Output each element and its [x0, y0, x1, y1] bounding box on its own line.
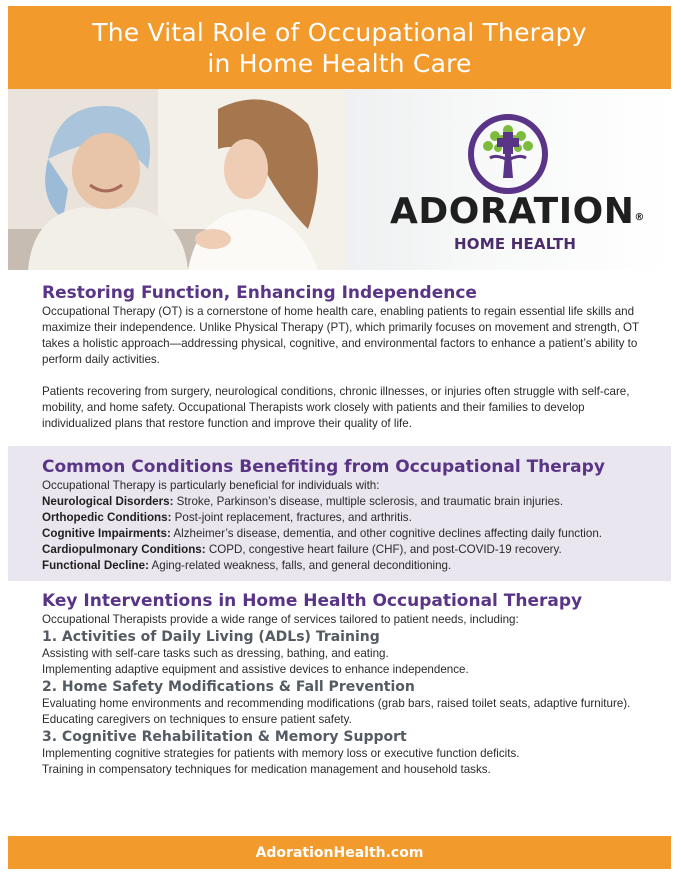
title-line-2: in Home Health Care	[207, 48, 472, 78]
brand-subtitle: HOME HEALTH	[454, 235, 577, 253]
section2-intro: Occupational Therapy is particularly beneficial for individuals with:	[42, 479, 380, 492]
section3-intro: Occupational Therapists provide a wide range of services tailored to patient needs, including:	[42, 613, 519, 626]
section-key-interventions	[8, 590, 671, 778]
section-restoring-function	[8, 282, 671, 432]
section2-heading: Common Conditions Benefiting from Occupational Therapy	[42, 457, 605, 477]
intervention-title: 1. Activities of Daily Living (ADLs) Training	[42, 629, 380, 645]
condition-text: Alzheimer’s disease, dementia, and other cognitive declines affecting daily function.	[170, 527, 603, 540]
condition-text: COPD, congestive heart failure (CHF), and post-COVID-19 recovery.	[205, 543, 562, 556]
condition-text: Stroke, Parkinson’s disease, multiple sclerosis, and traumatic brain injuries.	[173, 495, 564, 508]
condition-label: Cardiopulmonary Conditions:	[42, 543, 206, 556]
condition-label: Orthopedic Conditions:	[42, 511, 172, 524]
title-line-1: The Vital Role of Occupational Therapy	[92, 17, 587, 47]
section3-heading: Key Interventions in Home Health Occupational Therapy	[42, 591, 583, 611]
condition-label: Functional Decline:	[42, 559, 149, 572]
tree-logo-icon	[468, 114, 548, 194]
condition-label: Cognitive Impairments:	[42, 527, 171, 540]
intervention-line: Educating caregivers on techniques to ensure patient safety.	[42, 713, 352, 726]
section1-heading: Restoring Function, Enhancing Independence	[42, 283, 477, 303]
intervention-line: Implementing cognitive strategies for patients with memory loss or executive function deficits.	[42, 747, 520, 760]
condition-text: Post-joint replacement, fractures, and arthritis.	[171, 511, 412, 524]
footer-banner	[8, 836, 671, 869]
registered-mark: ®	[634, 212, 645, 223]
condition-item	[8, 510, 671, 526]
condition-item	[8, 558, 671, 574]
brand-name	[390, 191, 645, 232]
website-link[interactable]: AdorationHealth.com	[255, 844, 424, 861]
intervention-line: Training in compensatory techniques for medication management and household tasks.	[42, 763, 491, 776]
brand-wordmark: ADORATION	[390, 191, 635, 232]
intervention-title: 3. Cognitive Rehabilitation & Memory Support	[42, 729, 407, 745]
section-common-conditions	[8, 446, 671, 581]
logo-panel	[346, 89, 671, 270]
caregiver-patient-photo	[8, 89, 346, 270]
condition-item	[8, 542, 671, 558]
intervention-line: Evaluating home environments and recommending modifications (grab bars, raised toilet seats, adaptive furniture).	[42, 697, 631, 710]
intervention-title: 2. Home Safety Modifications & Fall Prevention	[42, 679, 415, 695]
section1-paragraph-2: Patients recovering from surgery, neurological conditions, chronic illnesses, or injuries often struggle with self-care, mobility, and home safety. Occupational Therapists work closely with patients and their families to develop individualized plans that restore function and improve their quality of life.	[42, 385, 630, 430]
section1-paragraph-1: Occupational Therapy (OT) is a cornerstone of home health care, enabling patients to regain essential life skills and maximize their independence. Unlike Physical Therapy (PT), which primarily focuses on movement and strength, OT takes a holistic approach—addressing physical, cognitive, and environmental factors to enhance a patient’s ability to perform daily activities.	[42, 305, 639, 366]
condition-item	[8, 494, 671, 510]
intervention-line: Assisting with self-care tasks such as dressing, bathing, and eating.	[42, 647, 389, 660]
photo-illustration	[8, 89, 346, 270]
title-banner	[8, 6, 671, 89]
intervention-line: Implementing adaptive equipment and assistive devices to enhance independence.	[42, 663, 469, 676]
condition-text: Aging-related weakness, falls, and general deconditioning.	[148, 559, 452, 572]
condition-label: Neurological Disorders:	[42, 495, 174, 508]
condition-item	[8, 526, 671, 542]
